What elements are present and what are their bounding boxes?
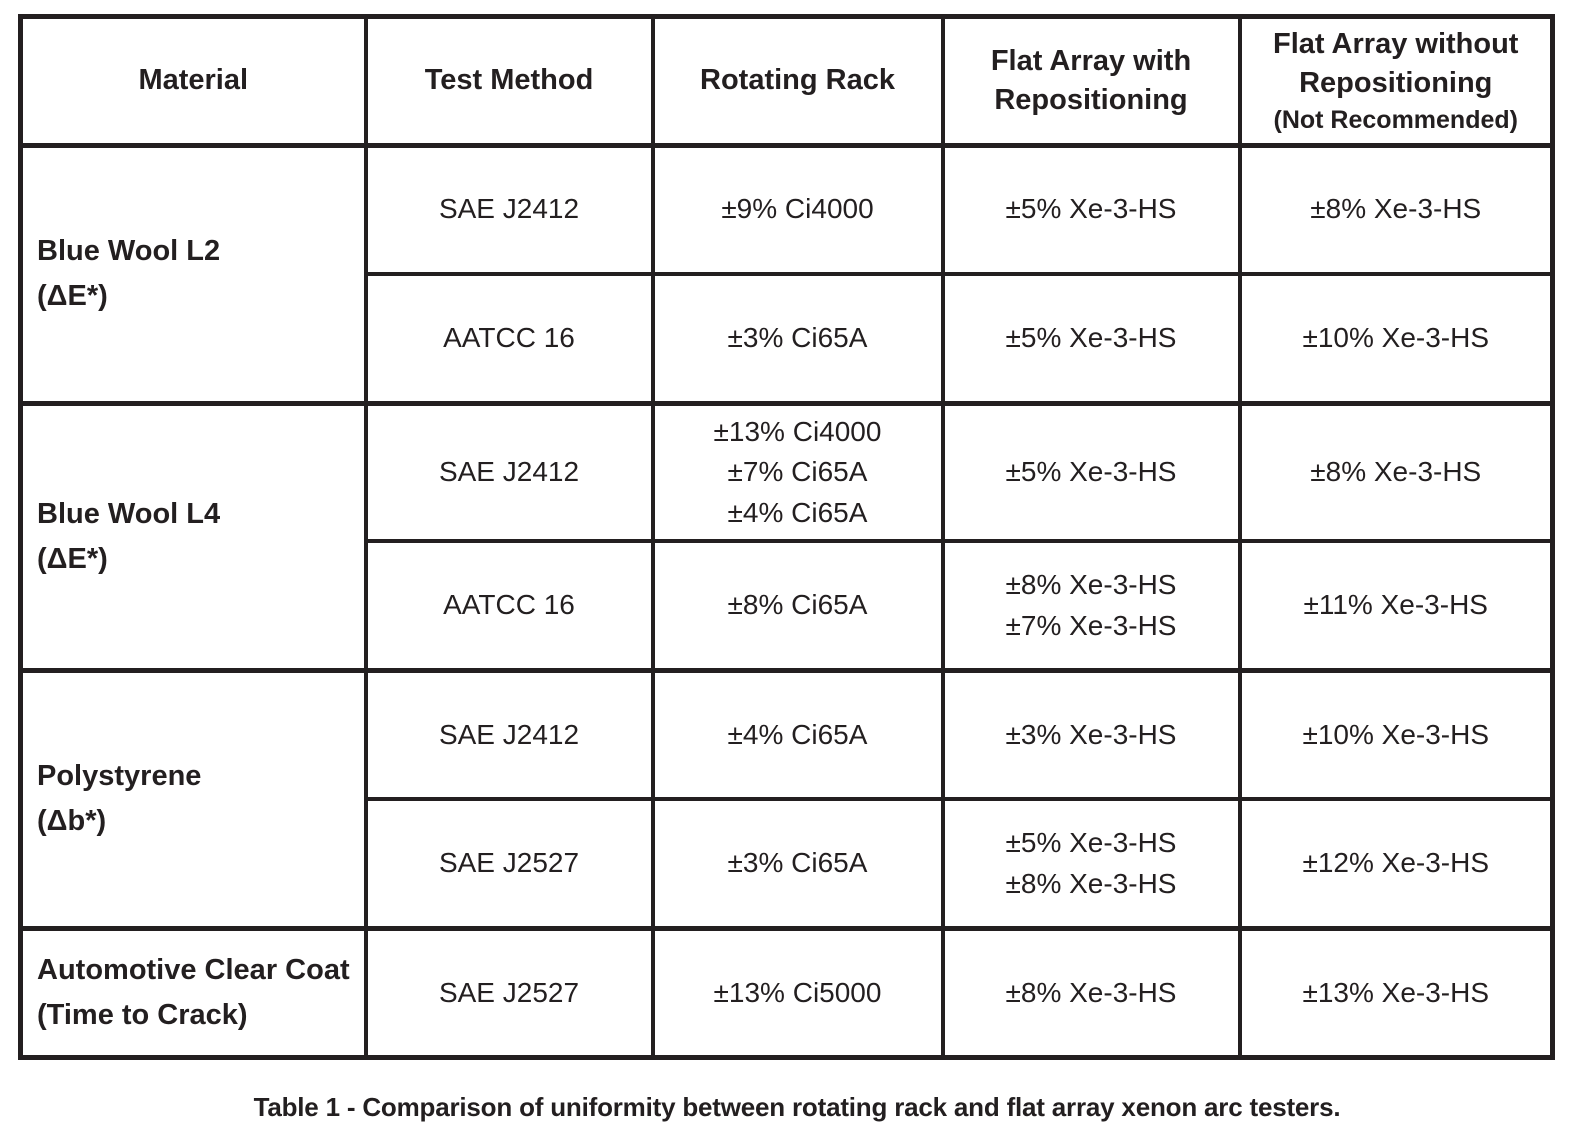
cell-line: ±8% Xe-3-HS xyxy=(1005,976,1177,1008)
cell-line: ±3% Ci65A xyxy=(727,321,868,353)
column-header-flat-array-without xyxy=(1240,17,1553,146)
table-row xyxy=(21,928,1553,1057)
material-group-blue-wool-l4 xyxy=(21,403,1553,670)
cell-line: ±8% Xe-3-HS xyxy=(1310,456,1482,488)
cell-line: ±8% Xe-3-HS xyxy=(1005,568,1177,600)
flat-array-without-cell xyxy=(1240,145,1553,274)
cell-line: ±3% Ci65A xyxy=(727,847,868,879)
flat-array-without-cell xyxy=(1240,799,1553,928)
table-row xyxy=(21,403,1553,541)
material-cell xyxy=(21,928,366,1057)
column-header-label: Rotating Rack xyxy=(700,64,895,97)
cell-line: ±5% Xe-3-HS xyxy=(1005,193,1177,225)
column-header-test-method xyxy=(366,17,653,146)
table-caption: Table 1 - Comparison of uniformity between rotating rack and flat array xenon arc testers. xyxy=(253,1092,1341,1122)
material-name: Blue Wool L4 xyxy=(37,497,221,530)
test-method-cell: SAE J2412 xyxy=(366,145,653,274)
material-metric: (Δb*) xyxy=(37,805,107,838)
rotating-rack-cell xyxy=(653,670,943,799)
column-header-label: Material xyxy=(138,64,249,97)
rotating-rack-cell xyxy=(653,799,943,928)
material-group-blue-wool-l2 xyxy=(21,145,1553,403)
flat-array-with-cell xyxy=(943,928,1240,1057)
material-group-polystyrene xyxy=(21,670,1553,928)
test-method-cell: SAE J2527 xyxy=(366,928,653,1057)
flat-array-with-cell xyxy=(943,670,1240,799)
cell-line: ±7% Ci65A xyxy=(727,456,868,488)
cell-line: ±5% Xe-3-HS xyxy=(1005,456,1177,488)
column-header-label: Flat Array with Repositioning xyxy=(990,44,1192,116)
cell-line: ±5% Xe-3-HS xyxy=(1005,826,1177,858)
cell-line: ±9% Ci4000 xyxy=(721,193,874,225)
cell-line: ±5% Xe-3-HS xyxy=(1005,321,1177,353)
cell-line: ±8% Xe-3-HS xyxy=(1005,867,1177,899)
cell-line: ±10% Xe-3-HS xyxy=(1302,718,1490,750)
cell-line: ±10% Xe-3-HS xyxy=(1302,321,1490,353)
cell-line: ±12% Xe-3-HS xyxy=(1302,847,1490,879)
flat-array-with-cell xyxy=(943,541,1240,670)
table-row xyxy=(21,145,1553,274)
cell-line: ±13% Ci5000 xyxy=(713,976,882,1008)
table-row xyxy=(21,670,1553,799)
flat-array-without-cell xyxy=(1240,928,1553,1057)
test-method-cell: SAE J2527 xyxy=(366,799,653,928)
cell-line: ±13% Xe-3-HS xyxy=(1302,976,1490,1008)
uniformity-comparison-table xyxy=(18,14,1555,1060)
material-name: Polystyrene xyxy=(37,760,202,793)
column-header-label: Test Method xyxy=(424,64,594,97)
rotating-rack-cell xyxy=(653,145,943,274)
cell-line: ±8% Ci65A xyxy=(727,589,868,621)
column-header-flat-array-with xyxy=(943,17,1240,146)
rotating-rack-cell xyxy=(653,928,943,1057)
flat-array-with-cell xyxy=(943,799,1240,928)
test-method-cell: SAE J2412 xyxy=(366,403,653,541)
material-cell xyxy=(21,145,366,403)
material-metric: (ΔE*) xyxy=(37,542,108,575)
rotating-rack-cell xyxy=(653,541,943,670)
flat-array-without-cell xyxy=(1240,274,1553,403)
column-header-material xyxy=(21,17,366,146)
flat-array-with-cell xyxy=(943,403,1240,541)
column-header-rotating-rack xyxy=(653,17,943,146)
test-method-cell: SAE J2412 xyxy=(366,670,653,799)
cell-line: ±4% Ci65A xyxy=(727,718,868,750)
material-group-automotive-clear-coat xyxy=(21,928,1553,1057)
flat-array-without-cell xyxy=(1240,403,1553,541)
test-method-cell: AATCC 16 xyxy=(366,274,653,403)
flat-array-without-cell xyxy=(1240,541,1553,670)
cell-line: ±11% Xe-3-HS xyxy=(1303,589,1488,621)
table-header-row xyxy=(21,17,1553,146)
cell-line: ±7% Xe-3-HS xyxy=(1005,609,1177,641)
column-header-note: (Not Recommended) xyxy=(1273,106,1518,135)
material-cell xyxy=(21,670,366,928)
material-cell xyxy=(21,403,366,670)
column-header-label: Flat Array without Repositioning xyxy=(1273,28,1519,100)
cell-line: ±3% Xe-3-HS xyxy=(1005,718,1177,750)
cell-line: ±13% Ci4000 xyxy=(713,415,882,447)
test-method-cell: AATCC 16 xyxy=(366,541,653,670)
cell-line: ±4% Ci65A xyxy=(727,496,868,528)
material-name: Automotive Clear Coat xyxy=(37,953,350,986)
rotating-rack-cell xyxy=(653,274,943,403)
flat-array-with-cell xyxy=(943,274,1240,403)
flat-array-with-cell xyxy=(943,145,1240,274)
cell-line: ±8% Xe-3-HS xyxy=(1310,193,1482,225)
material-name: Blue Wool L2 xyxy=(37,235,221,268)
rotating-rack-cell xyxy=(653,403,943,541)
flat-array-without-cell xyxy=(1240,670,1553,799)
material-metric: (Time to Crack) xyxy=(37,998,248,1031)
material-metric: (ΔE*) xyxy=(37,280,108,313)
